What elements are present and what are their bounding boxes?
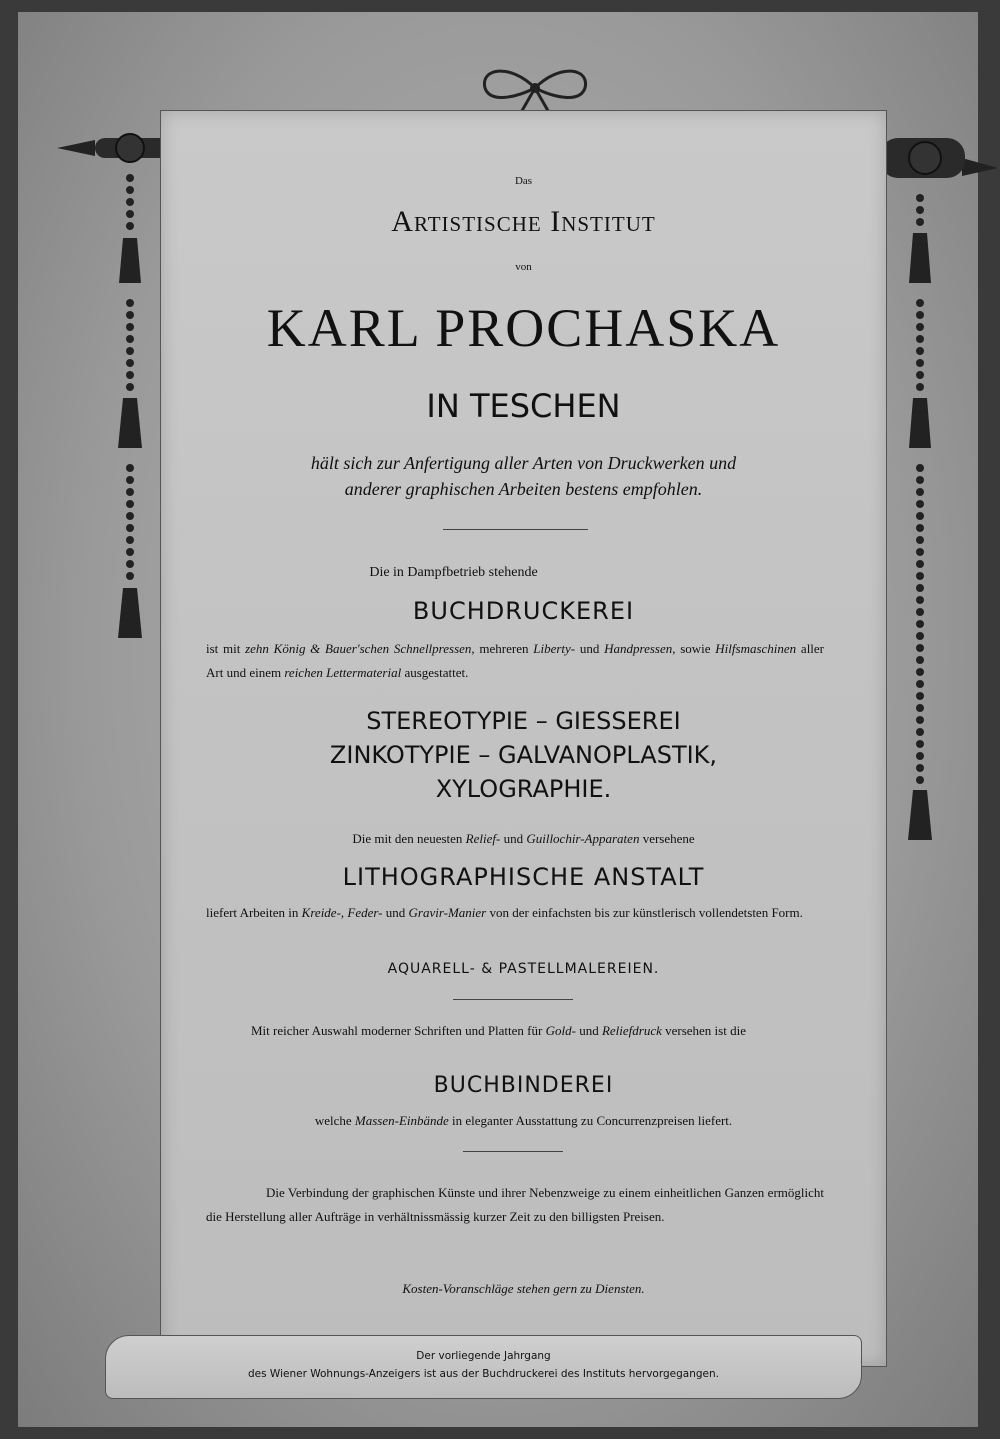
- intro-line-1: hält sich zur Anfertigung aller Arten von Druckwerken und: [310, 453, 737, 473]
- intro-line-2: anderer graphischen Arbeiten bestens empfohlen.: [344, 479, 703, 499]
- li-l-c: und: [500, 831, 527, 846]
- litho-lead: [161, 831, 886, 847]
- city-heading: IN TESCHEN: [426, 387, 621, 425]
- verbindung-text: Die Verbindung der graphischen Künste und ihrer Nebenzweige zu einem einheitlichen Ganzen ermöglicht die Herstellung aller Aufträge in verhältnissmässig kurzer Zeit zu den billigsten Preisen.: [206, 1185, 824, 1224]
- divider-3: [463, 1151, 563, 1152]
- zinkotypie-line: ZINKOTYPIE – GALVANOPLASTIK,: [329, 741, 718, 769]
- das-label: Das: [514, 175, 533, 187]
- buchdruckerei-lead: Die in Dampfbetrieb stehende: [369, 565, 538, 580]
- bd-t-b: zehn König & Bauer'schen Schnellpressen: [245, 641, 472, 656]
- bd-t-a: ist mit: [206, 641, 246, 656]
- li-l-d: Guillochir-Apparaten: [526, 831, 640, 846]
- footer-roll: [105, 1335, 862, 1399]
- xylographie-line: XYLOGRAPHIE.: [435, 775, 612, 803]
- bd-t-i: aller Art und einem: [206, 641, 825, 680]
- stereotypie-line: STEREOTYPIE – GIESSEREI: [366, 707, 681, 735]
- buchdruckerei-title: BUCHDRUCKEREI: [412, 597, 635, 625]
- right-rod-ornament: [870, 118, 1000, 848]
- bd-t-e: und: [575, 641, 605, 656]
- li-t-d: Gravir-Manier: [408, 905, 487, 920]
- buchbinderei-lead: [206, 1019, 824, 1043]
- bb-l-a: Mit reicher Auswahl moderner Schriften und Platten für: [251, 1023, 546, 1038]
- bb-l-c: und: [575, 1023, 602, 1038]
- bb-t-a: welche: [314, 1113, 355, 1128]
- company-name: KARL PROCHASKA: [266, 298, 781, 358]
- buchbinderei-text: [161, 1113, 886, 1129]
- buchdruckerei-text: [206, 637, 824, 685]
- bb-l-e: versehen ist die: [661, 1023, 746, 1038]
- bb-l-d: Reliefdruck: [601, 1023, 662, 1038]
- li-l-b: Relief-: [465, 831, 501, 846]
- bd-t-c: , mehreren: [471, 641, 534, 656]
- bb-l-b: Gold-: [545, 1023, 576, 1038]
- aquarell-line: AQUARELL- & PASTELLMALEREIEN.: [387, 961, 660, 977]
- li-l-a: Die mit den neuesten: [352, 831, 466, 846]
- footer-line-2: des Wiener Wohnungs-Anzeigers ist aus der Buchdruckerei des Instituts hervorgegangen.: [248, 1368, 719, 1380]
- li-l-e: versehene: [639, 831, 695, 846]
- bb-t-b: Massen-Einbände: [354, 1113, 449, 1128]
- divider-2: [453, 999, 573, 1000]
- bd-t-j: reichen Lettermaterial: [284, 665, 402, 680]
- bd-t-d: Liberty-: [533, 641, 576, 656]
- closing-line: Kosten-Voranschläge stehen gern zu Diensten.: [402, 1281, 645, 1296]
- litho-text: [206, 901, 824, 925]
- buchbinderei-title: BUCHBINDEREI: [433, 1073, 614, 1098]
- bd-t-f: Handpressen: [604, 641, 673, 656]
- li-t-c: und: [382, 905, 409, 920]
- footer-line-1: Der vorliegende Jahrgang: [416, 1350, 551, 1362]
- bb-t-c: in eleganter Ausstattung zu Concurrenzpreisen liefert.: [448, 1113, 733, 1128]
- li-t-e: von der einfachsten bis zur künstlerisch vollendetsten Form.: [486, 905, 803, 920]
- li-t-b: Kreide-, Feder-: [301, 905, 383, 920]
- divider-1: [443, 529, 588, 530]
- scroll-panel: [160, 110, 887, 1367]
- li-t-a: liefert Arbeiten in: [206, 905, 302, 920]
- bd-t-h: Hilfsmaschinen: [715, 641, 797, 656]
- von-label: von: [515, 261, 532, 273]
- institut-title: Artistische Institut: [391, 205, 656, 238]
- bd-t-k: ausgestattet.: [401, 665, 469, 680]
- lithographische-anstalt-title: LITHOGRAPHISCHE ANSTALT: [342, 863, 705, 891]
- bd-t-g: , sowie: [672, 641, 716, 656]
